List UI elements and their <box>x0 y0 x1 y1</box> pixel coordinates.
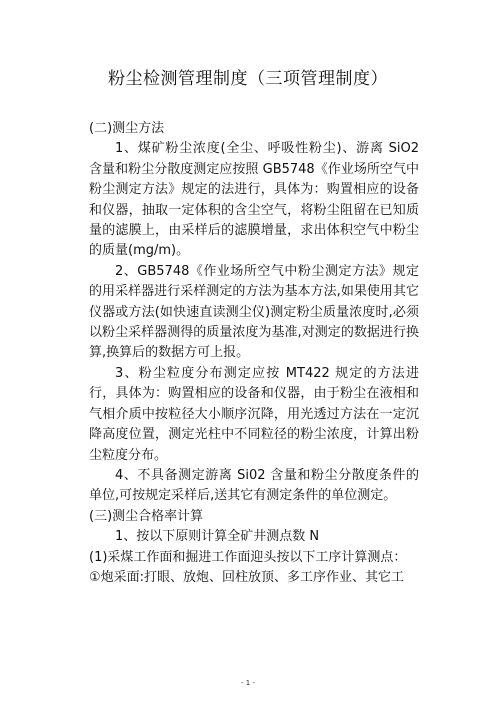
document-title: 粉尘检测管理制度（三项管理制度） <box>108 69 388 89</box>
paragraph: 3、粉尘粒度分布测定应按 MT422 规定的方法进行，具体为：购置相应的设备和仪器，由于粉尘在液相和气相介质中按粒径大小顺序沉降，用光透过方法在一定沉降高度位置，测定光柱中不同粒径的粉尘浓度，计算出粉尘粒度分布。 <box>89 365 419 463</box>
section-heading: (三)测尘合格率计算 <box>89 508 204 524</box>
paragraph: 2、GB5748《作业场所空气中粉尘测定方法》规定的用采样器进行采样测定的方法为基本方法,如果使用其它仪器或方法(如快速直读测尘仪)测定粉尘质量浓度时,必须以粉尘采样器测得的质量浓度为基准,对测定的数据进行换算,换算后的数据方可上报。 <box>89 263 419 361</box>
paragraph: ①炮采面:打眼、放炮、回柱放顶、多工序作业、其它工 <box>89 569 405 585</box>
document-body <box>89 119 419 588</box>
page-number: - 1 - <box>241 679 255 687</box>
section-heading: (二)测尘方法 <box>89 121 165 136</box>
paragraph: 4、不具备测定游离 Si02 含量和粉尘分散度条件的单位,可按规定采样后,送其它有测定条件的单位测定。 <box>89 467 419 504</box>
paragraph: 1、煤矿粉尘浓度(全尘、呼吸性粉尘)、游离 SiO2 含量和粉尘分散度测定应按照 GB5748《作业场所空气中粉尘测定方法》规定的法进行，具体为：购置相应的设备和仪器，抽取一定体积的含尘空气，将粉尘阻留在已知质量的滤膜上，由采样后的滤膜增量，求出体积空气中粉尘的质量(mg/m)。 <box>89 141 419 259</box>
paragraph: 1、按以下原则计算全矿井测点数 N <box>115 529 320 545</box>
paragraph: (1)采煤工作面和掘进工作面迎头按以下工序计算测点： <box>89 549 407 565</box>
